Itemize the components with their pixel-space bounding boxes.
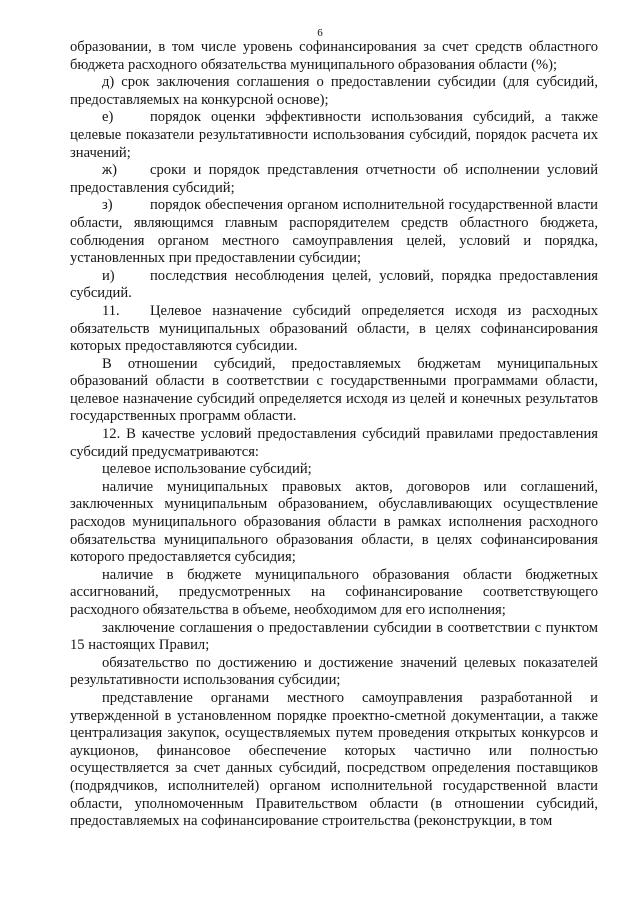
- paragraph-state-programs: В отношении субсидий, предоставляемых бюджетам муниципальных образований области в соответствии с государственными программами области, целевое назначение субсидий определяется исходя из целей и конечных результатов государственных программ области.: [70, 355, 598, 425]
- condition-legal-acts: наличие муниципальных правовых актов, договоров или соглашений, заключенных муниципальным образованием, обуславливающих осуществление расходов муниципального образования области в рамках исполнения расходного обязательства муниципального образования области, в целях софинансирования которого предоставляется субсидия;: [70, 478, 598, 566]
- item-marker: з): [102, 197, 113, 214]
- item-marker: ж): [102, 162, 117, 179]
- paragraph-item-zh: [70, 162, 598, 197]
- condition-design-documentation: представление органами местного самоуправления разработанной и утвержденной в установленном порядке проектно-сметной документации, а также централизация закупок, осуществляемых путем проведения открытых конкурсов и аукционов, финансовое обеспечение которых частично или полностью осуществляется за счет данных субсидий, посредством определения поставщиков (подрядчиков, исполнителей) органом исполнительной государственной власти области, уполномоченным Правительством области (в отношении субсидий, предоставляемых на софинансирование строительства (реконструкции, в том: [70, 689, 598, 830]
- condition-target-indicators: обязательство по достижению и достижение значений целевых показателей результативности использования субсидии;: [70, 654, 598, 689]
- document-body: [70, 39, 598, 831]
- condition-target-use: целевое использование субсидий;: [102, 461, 312, 478]
- item-marker: и): [102, 267, 115, 284]
- condition-budget-allocations: наличие в бюджете муниципального образования области бюджетных ассигнований, предусмотренных на софинансирование соответствующего расходного обязательства в объеме, необходимом для его исполнения;: [70, 566, 598, 618]
- item-marker: е): [102, 109, 114, 126]
- paragraph-continuation: образовании, в том числе уровень софинансирования за счет средств областного бюджета расходного обязательства муниципального образования области (%);: [70, 39, 598, 73]
- paragraph-item-d: д) срок заключения соглашения о предоставлении субсидии (для субсидий, предоставляемых на конкурсной основе);: [70, 74, 598, 108]
- section-text: Целевое назначение субсидий определяется исходя из расходных обязательств муниципальных образований области, в целях софинансирования которых предоставляются субсидии.: [70, 302, 598, 355]
- page-number: 6: [317, 27, 323, 39]
- item-text: порядок оценки эффективности использования субсидий, а также целевые показатели результативности использования субсидий, порядок расчета их значений;: [70, 109, 598, 161]
- paragraph-section-11: [70, 303, 598, 356]
- item-text: последствия несоблюдения целей, условий, порядка предоставления субсидий.: [70, 267, 598, 302]
- item-text: порядок обеспечения органом исполнительной государственной власти области, являющимся главным распорядителем средств областного бюджета, соблюдения органом местного самоуправления целей, условий и порядка, установленных при предоставлении субсидии;: [70, 197, 598, 267]
- condition-agreement: заключение соглашения о предоставлении субсидии в соответствии с пунктом 15 настоящих Правил;: [70, 619, 598, 654]
- paragraph-item-z: [70, 197, 598, 267]
- paragraph-item-i: [70, 268, 598, 303]
- paragraph-section-12: 12. В качестве условий предоставления субсидий правилами предоставления субсидий предусматриваются:: [70, 426, 598, 460]
- paragraph-item-e: [70, 109, 598, 162]
- item-text: сроки и порядок представления отчетности об исполнении условий предоставления субсидий;: [70, 162, 598, 196]
- section-number: 11.: [102, 302, 120, 319]
